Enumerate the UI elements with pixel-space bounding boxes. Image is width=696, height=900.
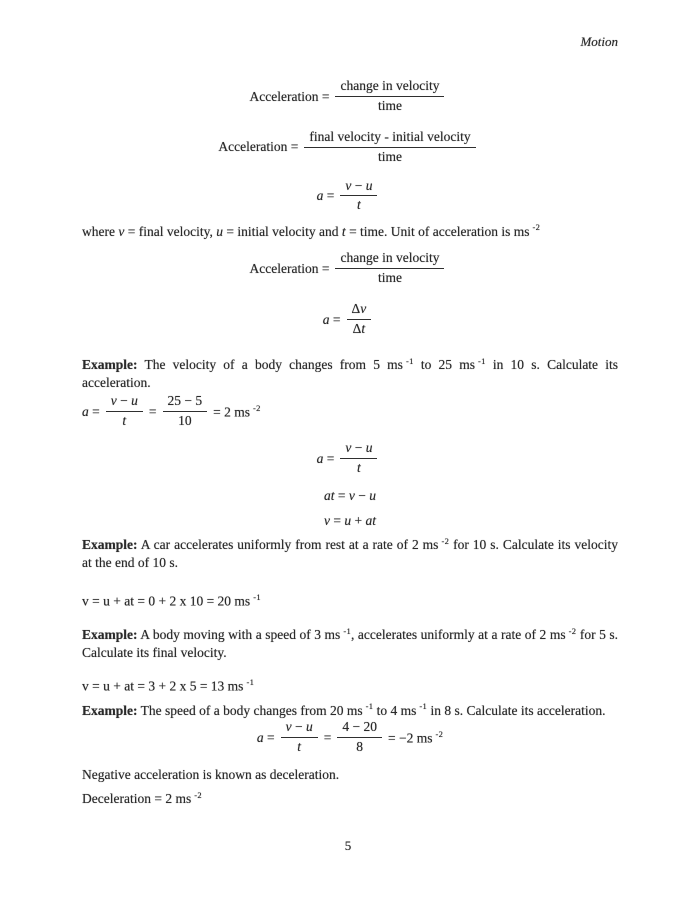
superscript-exponent: -1 <box>405 355 414 366</box>
text-segment: where <box>82 223 119 239</box>
text-run <box>250 260 330 278</box>
para-negative-acceleration <box>82 766 618 784</box>
eq-example-2-working <box>82 592 618 610</box>
text-segment: to 4 ms <box>373 702 417 718</box>
eq-accel-final-initial <box>82 129 618 166</box>
fraction-numerator <box>335 250 444 269</box>
text-segment: = −2 ms <box>387 730 433 746</box>
eq-accel-change <box>82 78 618 115</box>
page-header-title: Motion <box>580 34 618 49</box>
bold-text: Example: <box>82 357 138 373</box>
fraction-numerator <box>106 393 143 412</box>
fraction <box>163 393 208 430</box>
eq-accel-change-2 <box>82 250 618 287</box>
text-run <box>82 592 261 610</box>
text-run <box>250 88 330 106</box>
eq-a-delta <box>82 301 618 338</box>
text-segment: = <box>263 729 275 745</box>
text-segment: time <box>377 97 402 113</box>
italic-variable: v <box>345 440 352 456</box>
fraction-numerator <box>347 301 372 320</box>
text-run <box>213 403 261 421</box>
text-segment: change in velocity <box>340 250 440 266</box>
fraction <box>347 301 372 338</box>
superscript-exponent: -2 <box>253 402 261 413</box>
content-blocks <box>82 78 618 808</box>
eq-a-equals-v-minus-u-over-t-2 <box>82 440 618 477</box>
text-segment: − <box>291 719 306 735</box>
text-segment: final velocity - initial velocity <box>309 128 471 144</box>
italic-variable: t <box>356 460 361 476</box>
italic-variable: v <box>118 223 125 239</box>
eq-at-equals-v-minus-u <box>82 487 618 505</box>
fraction <box>337 719 382 756</box>
superscript-exponent: -1 <box>365 701 374 712</box>
text-run <box>82 703 606 718</box>
text-segment: = initial velocity and <box>222 223 342 239</box>
superscript-exponent: -1 <box>419 701 428 712</box>
text-segment: Deceleration = 2 ms <box>82 791 192 807</box>
eq-v-equals-u-plus-at <box>82 512 618 530</box>
italic-variable: u <box>305 719 313 735</box>
superscript-exponent: -2 <box>441 535 450 546</box>
italic-variable: t <box>122 413 127 429</box>
text-segment: = <box>323 450 335 466</box>
fraction <box>335 78 444 115</box>
eq-example-3-working <box>82 677 618 695</box>
text-segment: Negative acceleration is known as deceleration. <box>82 767 340 783</box>
text-segment: Acceleration = <box>249 88 330 104</box>
fraction-numerator <box>304 129 475 148</box>
text-segment: time <box>377 148 402 164</box>
text-run <box>82 403 100 421</box>
italic-variable: t <box>297 739 302 755</box>
text-run <box>317 187 335 205</box>
text-run <box>82 224 540 239</box>
text-segment: = <box>334 487 349 503</box>
text-segment: v = u + at = 3 + 2 x 5 = 13 ms <box>82 678 244 694</box>
superscript-exponent: -2 <box>194 789 202 800</box>
italic-variable: u <box>131 393 138 409</box>
italic-variable: at <box>365 513 376 529</box>
italic-variable: u <box>365 440 373 456</box>
italic-variable: a <box>316 450 324 466</box>
italic-variable: a <box>322 311 330 327</box>
fraction-denominator <box>337 738 382 756</box>
text-segment: 10 <box>178 413 192 429</box>
italic-variable: v <box>323 513 330 529</box>
italic-variable: v <box>348 487 355 503</box>
text-segment: in 10 s. Calculate its acceleration. <box>82 357 619 390</box>
text-run <box>149 403 157 421</box>
text-run <box>388 729 443 747</box>
para-example-3 <box>82 626 618 662</box>
text-run <box>82 357 618 390</box>
text-run <box>82 677 254 695</box>
fraction-numerator <box>335 78 444 97</box>
text-segment: The speed of a body changes from 20 ms <box>137 702 363 718</box>
superscript-exponent: -2 <box>532 222 541 233</box>
italic-variable: a <box>316 188 324 204</box>
text-segment: + <box>351 513 366 529</box>
text-run <box>324 512 376 530</box>
eq-example-1-working <box>82 393 618 430</box>
fraction-numerator <box>337 719 382 738</box>
superscript-exponent: -1 <box>246 677 255 688</box>
para-where-definitions <box>82 222 618 240</box>
italic-variable: t <box>356 197 361 213</box>
fraction-denominator <box>340 196 377 214</box>
text-segment: for 5 s. Calculate its final velocity. <box>82 627 619 660</box>
italic-variable: t <box>361 320 366 336</box>
text-run <box>82 767 339 782</box>
text-segment: A car accelerates uniformly from rest at a rate of 2 ms <box>137 537 439 553</box>
italic-variable: at <box>323 487 335 503</box>
fraction <box>340 440 377 477</box>
italic-variable: v <box>110 393 117 409</box>
text-segment: change in velocity <box>340 78 440 93</box>
text-segment: A body moving with a speed of 3 ms <box>137 627 341 643</box>
text-segment: = time. Unit of acceleration is ms <box>345 223 530 239</box>
text-segment: Acceleration = <box>218 139 299 155</box>
fraction <box>304 129 475 166</box>
text-run <box>82 627 618 660</box>
eq-a-equals-v-minus-u-over-t <box>82 178 618 215</box>
page-number: 5 <box>344 838 352 853</box>
text-segment: in 8 s. Calculate its acceleration. <box>427 702 606 718</box>
text-segment: = <box>329 513 345 529</box>
fraction <box>106 393 143 430</box>
text-run <box>82 791 202 806</box>
italic-variable: u <box>369 487 376 503</box>
text-segment: − <box>351 177 366 193</box>
superscript-exponent: -2 <box>435 728 444 739</box>
text-segment: The velocity of a body changes from 5 ms <box>137 357 403 373</box>
fraction <box>340 178 377 215</box>
text-segment: = <box>329 311 341 327</box>
text-segment: Acceleration = <box>249 260 330 276</box>
fraction-numerator <box>340 440 377 459</box>
text-segment: = <box>323 729 332 745</box>
fraction-denominator <box>340 459 377 477</box>
bold-text: Example: <box>82 627 138 643</box>
text-segment: v = u + at = 0 + 2 x 10 = 20 ms <box>82 593 251 609</box>
text-segment: Δ <box>352 320 362 336</box>
fraction-numerator <box>340 178 377 197</box>
text-segment: = final velocity, <box>124 223 217 239</box>
italic-variable: u <box>216 223 223 239</box>
superscript-exponent: -2 <box>568 625 577 636</box>
text-segment: − <box>116 393 132 409</box>
text-run <box>257 729 275 747</box>
text-segment: − <box>351 440 366 456</box>
fraction-denominator <box>335 97 444 115</box>
superscript-exponent: -1 <box>343 625 352 636</box>
text-run <box>323 311 341 329</box>
text-segment: 8 <box>356 739 364 755</box>
text-segment: 25 − 5 <box>167 393 203 409</box>
fraction-denominator <box>347 320 372 338</box>
text-run <box>324 487 376 505</box>
para-example-2 <box>82 536 618 572</box>
fraction-numerator <box>281 719 318 738</box>
italic-variable: u <box>344 513 352 529</box>
text-segment: , accelerates uniformly at a rate of 2 ms <box>351 627 566 643</box>
text-segment: = <box>148 403 157 419</box>
fraction-denominator <box>335 269 444 287</box>
text-segment: for 10 s. Calculate its velocity at the end of 10 s. <box>82 537 618 571</box>
eq-example-4-working <box>82 719 618 756</box>
fraction <box>335 250 444 287</box>
text-segment: to 25 ms <box>413 357 475 373</box>
text-segment: = <box>323 188 335 204</box>
text-run <box>324 729 332 747</box>
bold-text: Example: <box>82 702 138 718</box>
text-segment: − <box>354 487 370 503</box>
text-run <box>218 138 298 156</box>
fraction-numerator <box>163 393 208 412</box>
italic-variable: v <box>285 719 292 735</box>
superscript-exponent: -1 <box>253 591 261 602</box>
fraction-denominator <box>163 412 208 430</box>
fraction-denominator <box>106 412 143 430</box>
italic-variable: a <box>82 403 89 419</box>
fraction-denominator <box>304 148 475 166</box>
fraction-denominator <box>281 738 318 756</box>
italic-variable: v <box>360 301 367 317</box>
text-run <box>82 537 618 570</box>
para-example-4 <box>82 701 618 719</box>
text-run <box>317 450 335 468</box>
para-deceleration-value <box>82 790 618 808</box>
text-segment: Δ <box>351 301 361 317</box>
superscript-exponent: -1 <box>477 355 486 366</box>
italic-variable: t <box>341 223 346 239</box>
text-segment: = <box>88 403 100 419</box>
italic-variable: a <box>256 729 264 745</box>
text-segment: time <box>377 270 402 286</box>
fraction <box>281 719 318 756</box>
para-example-1 <box>82 356 618 392</box>
text-segment: 4 − 20 <box>342 719 377 735</box>
bold-text: Example: <box>82 537 138 553</box>
italic-variable: u <box>365 177 373 193</box>
italic-variable: v <box>345 177 352 193</box>
text-segment: = 2 ms <box>213 404 250 420</box>
